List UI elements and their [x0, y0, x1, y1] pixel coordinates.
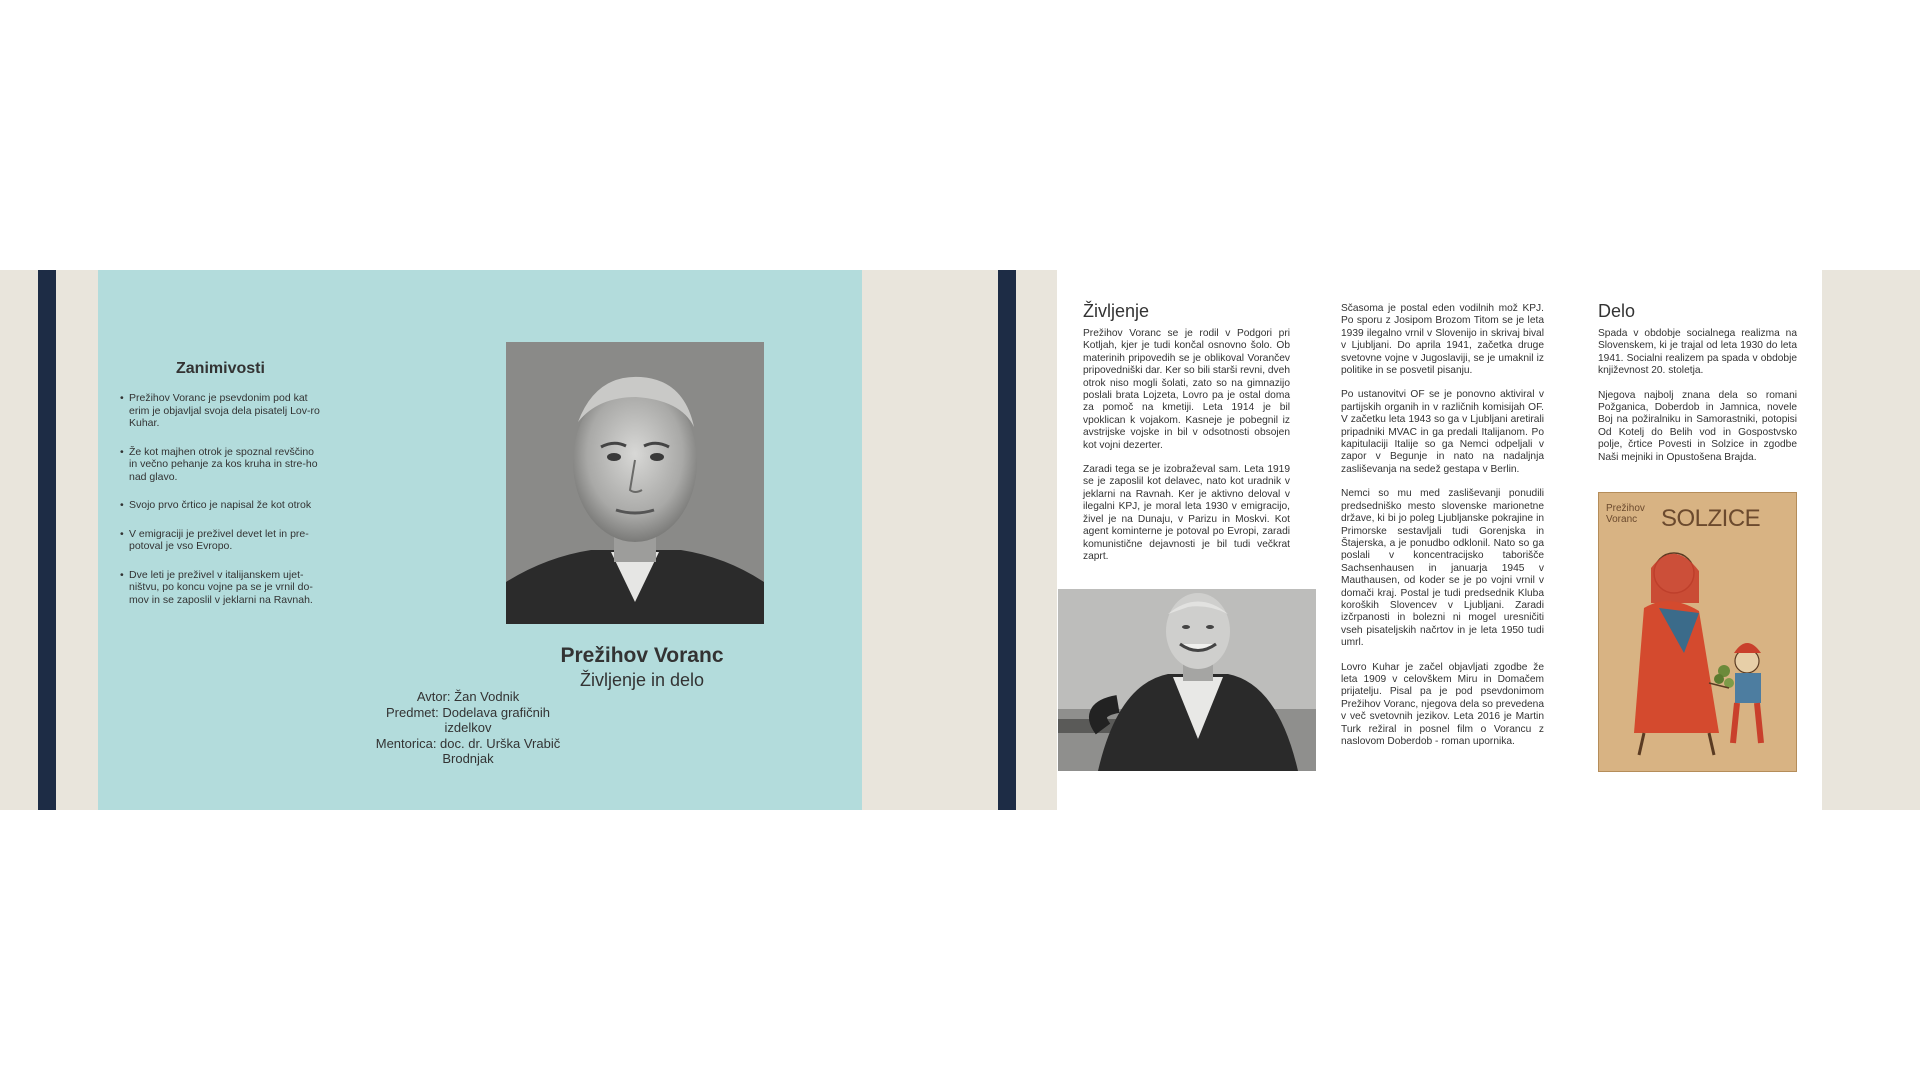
navy-strip-right [998, 270, 1016, 810]
credit-subject: Predmet: Dodelava grafičnih izdelkov [385, 704, 551, 735]
credit-mentor: Mentorica: doc. dr. Urška Vrabič Brodnjak [375, 735, 561, 766]
zanimivosti-item: • Dve leti je preživel v italijanskem ujet-ništvu, po koncu vojne pa se je vrnil do-mov in se zaposlil v jeklarni na Ravnah. [120, 569, 325, 607]
zivljenje-paragraph: Prežihov Voranc se je rodil v Podgori pri Kotljah, kjer je tudi končal osnovno šolo. Ob materinih pripovedih se je oblikoval Vorančev pripovedniški dar. Ker so bili starši revni, dveh otrok niso mogli šolati, zato so na gimnazijo poslali brata Lojzeta, Lovro pa je ostal doma za pomoč na kmetiji. Leta 1914 je bil vpoklican k vojakom. Kasneje je pobegnil iz avstrijske vojske in bil v odsotnosti obsojen kot vojni dezerter. [1083, 328, 1290, 451]
zanimivosti-item: • Svojo prvo črtico je napisal že kot otrok [120, 499, 325, 512]
delo-paragraph: Njegova najbolj znana dela so romani Požganica, Doberdob in Jamnica, novele Boj na požiralniku in Samorastniki, potopisi Od Kotelj do Belih vod in Gospostvsko polje, črtice Povesti in Solzice in zgodbe Naši mejniki in Opustošena Brajda. [1598, 389, 1797, 463]
delo-heading: Delo [1598, 301, 1636, 321]
credit-author: Avtor: Žan Vodnik [416, 689, 520, 704]
middle-paragraph: Nemci so mu med zasliševanji ponudili predsedniško mesto slovenske marionetne države, ki bi jo poleg Ljubljanske pokrajine in Primorske sestavljali tudi Gorenjska in Štajerska, a je ponudbo odklonil. Nato so ga poslali v koncentracijsko taborišče Sachsenhausen in januarja 1945 v Mauthausen, od koder se je po vojni vrnil v domači kraj. Postal je tudi predsednik Kluba koroških Slovencev v Ljubljani. Zaradi izčrpanosti in bolezni ni mogel uresničiti vseh pisateljskih načrtov in je leta 1950 tudi umrl. [1341, 488, 1544, 649]
cover-subtitle: Življenje in delo [579, 670, 705, 690]
zanimivosti-heading: Zanimivosti [176, 360, 265, 377]
author-smiling-photo [1058, 589, 1316, 771]
cream-margin-left [0, 270, 38, 810]
cover-title: Prežihov Voranc [560, 644, 724, 667]
navy-strip-left [38, 270, 56, 810]
zanimivosti-item: • V emigraciji je preživel devet let in pre-potoval je vso Evropo. [120, 528, 325, 553]
delo-column [1598, 328, 1797, 476]
book-cover-author: Prežihov Voranc [1606, 503, 1645, 525]
cream-margin [862, 270, 998, 810]
zanimivosti-item: • Prežihov Voranc je psevdonim pod kat erim je objavljal svoja dela pisatelj Lov-ro Kuhar. [120, 392, 325, 430]
cream-margin-right [1822, 270, 1920, 810]
middle-column [1341, 303, 1544, 760]
zivljenje-heading: Življenje [1083, 301, 1150, 321]
middle-paragraph: Po ustanovitvi OF se je ponovno aktiviral v partijskih organih in v različnih komisijah OF. V začetku leta 1943 so ga v Ljubljani aretirali pripadniki MVAC in ga predali Italijanom. Po kapitulaciji Italije so ga Nemci odpeljali v zapor v Begunje in nato na nadaljnja zasliševanja na sedež gestapa v Berlin. [1341, 389, 1544, 475]
book-cover-title: SOLZICE [1661, 505, 1761, 532]
middle-paragraph: Sčasoma je postal eden vodilnih mož KPJ. Po sporu z Josipom Brozom Titom se je leta 1939 ilegalno vrnil v Slovenijo in skrivaj bival v Ljubljani. Do aprila 1941, začetka druge svetovne vojne v Jugoslaviji, se je umaknil iz politike in se posvetil pisanju. [1341, 303, 1544, 377]
middle-paragraph: Lovro Kuhar je začel objavljati zgodbe že leta 1909 v celovškem Miru in Domačem prijatelju. Pisal pa je pod psevdonimom Prežihov Voranc, njegova dela so prevedena v več svetovnih jezikov. Leta 2016 je Martin Turk režiral in posnel film o Vorancu z naslovom Doberdob - roman upornika. [1341, 661, 1544, 747]
credits [370, 689, 566, 767]
cream-margin [1016, 270, 1057, 810]
zivljenje-paragraph: Zaradi tega se je izobraževal sam. Leta 1919 se je zaposlil kot delavec, nato kot uradnik v jeklarni na Ravnah. Ker je aktivno deloval v ilegalni KPJ, je moral leta 1930 v emigracijo, živel je na Dunaju, v Parizu in Moskvi. Kot agent kominterne je potoval po Evropi, zaradi komunistične dejavnosti je bil tudi večkrat zaprt. [1083, 464, 1290, 562]
zanimivosti-item: • Že kot majhen otrok je spoznal revščino in večno pehanje za kos kruha in stre-ho nad glavo. [120, 446, 325, 484]
solzice-book-cover [1598, 492, 1797, 772]
zivljenje-column [1083, 328, 1290, 575]
cover-title-block [520, 643, 764, 691]
brochure-outside-spread [0, 270, 1057, 810]
zanimivosti-list [120, 392, 325, 622]
author-portrait-photo [506, 342, 764, 624]
delo-paragraph: Spada v obdobje socialnega realizma na Slovenskem, ki je trajal od leta 1930 do leta 1941. Socialni realizem pa spada v obdobje književnost 20. stoletja. [1598, 328, 1797, 377]
cream-margin [56, 270, 98, 810]
